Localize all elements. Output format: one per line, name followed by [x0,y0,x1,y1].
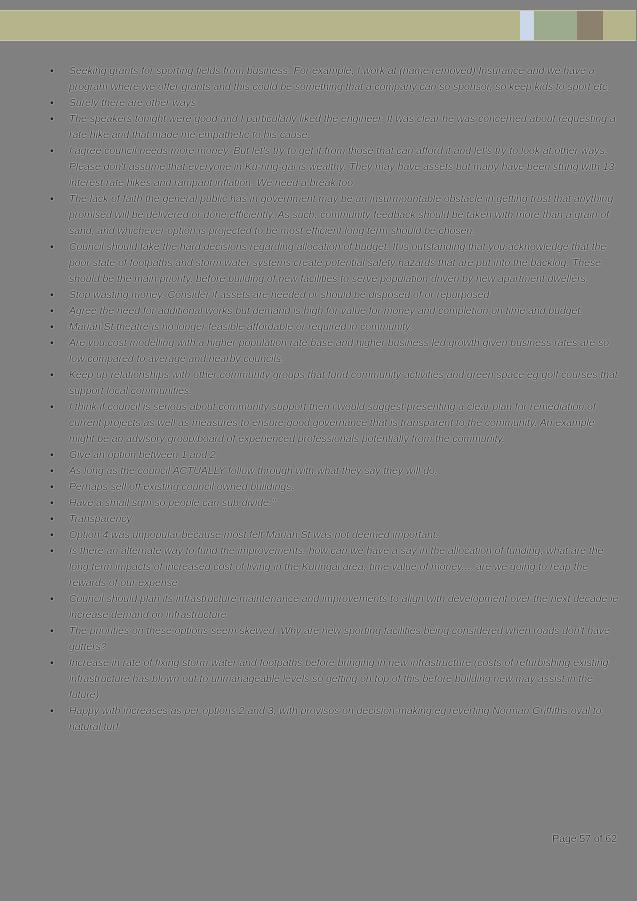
comment-text: Marian St theatre is no longer feasible affordable or required in community. [69,322,413,333]
comment-text: Perhaps sell off existing council owned buildings. [69,482,295,493]
header-band [0,10,636,41]
bullet-icon: • [50,658,54,669]
bullet-icon: • [50,146,54,157]
comment-item [46,624,621,656]
comment-text: I think if council is serious about community support then i would suggest presenting a clear plan for remediation of current projects as well as measures to ensure good governance that is transparent to the community. An example might be an advisory group/board of experienced professionals potentially from the community. [69,402,596,445]
comment-text: Is there an alternate way to fund the improvements, how can we have a say in the allocation of funding, what are the long term impacts of increased cost of living in the Kuringai area, time value of money.... are we going to reap the rewards of our expense [69,546,604,589]
comment-text: Increase in rate of fixing storm water and footpaths before bringing in new infrastructure (costs of refurbishing existing infrastructure has blown out to unmanageable levels so getting on top of this before building new may assist in the future) [69,658,609,701]
comment-text: Surely there are other ways [69,98,197,109]
comment-item [46,544,621,592]
comment-text: The priorities on these options seem skewed. Why are new sporting facilities being considered when roads don't have gutters? [69,626,610,653]
comment-text: Council should plan its infrastructure maintenance and improvements to align with development over the next decade ie increase demand on infrastructure [69,594,619,621]
comment-text: Keep up relationships with other community groups that fund community activities and green space eg golf courses that support local communities. [69,370,618,397]
comment-item [46,656,621,704]
comment-text: Have a small sqm so people can sub divide." [69,498,276,509]
bullet-icon: • [50,290,54,301]
bullet-icon: • [50,194,54,205]
comment-item [46,64,621,96]
comment-item [46,512,621,528]
comment-text: Give an option between 1 and 2 [69,450,216,461]
bullet-icon: • [50,306,54,317]
comment-item [46,320,621,336]
comment-item [46,112,621,144]
comment-item [46,464,621,480]
bullet-icon: • [50,594,54,605]
bullet-icon: • [50,626,54,637]
comment-item [46,704,621,736]
bullet-icon: • [50,114,54,125]
bullet-icon: • [50,322,54,333]
comment-item [46,496,621,512]
comment-text: As long as the council ACTUALLY follow through with what they say they will do. [69,466,438,477]
bullet-icon: • [50,546,54,557]
comment-item [46,592,621,624]
header-accent-blue [520,11,534,40]
comment-item [46,240,621,288]
comments-list [46,64,621,736]
bullet-icon: • [50,530,54,541]
comment-item [46,144,621,192]
comment-text: Council should take the hard decisions regarding allocation of budget. It is outstanding that you acknowledge that the poor state of footpaths and storm water systems create potential safety hazards that are put into the backlog. These should be the main priority, before building of new facilities to serve population driven by new apartment dwellers. [69,242,607,285]
comment-text: Are you cost modelling with a higher population rate base and higher business led growth given business rates are so low compared to average and nearby councils. [69,338,610,365]
bullet-icon: • [50,450,54,461]
bullet-icon: • [50,338,54,349]
comment-text: Transparency [69,514,132,525]
comment-item [46,400,621,448]
comment-item [46,304,621,320]
bullet-icon: • [50,242,54,253]
bullet-icon: • [50,98,54,109]
comment-item [46,448,621,464]
bullet-icon: • [50,66,54,77]
comment-text: I agree council needs more money. But let's try to get it from those that can afford it and let's try to look at other ways. Please don't assume that everyone in Ku-ring-gai is wealthy. They may have assets but many have been stung with 13 interest rate hikes and rampant inflation. We need a break too [69,146,615,189]
comment-item [46,288,621,304]
comment-item [46,480,621,496]
comment-text: Seeking grants for sporting fields from business. For example, I work at (name removed) Insurance and we have a program where we offer grants and this could be something that a company can so sponsor, so keep kids to sport etc. [69,66,611,93]
comment-item [46,192,621,240]
header-accent-green [534,11,577,40]
bullet-icon: • [50,498,54,509]
bullet-icon: • [50,466,54,477]
bullet-icon: • [50,514,54,525]
page-number: Page 57 of 62 [552,834,617,845]
bullet-icon: • [50,706,54,717]
bullet-icon: • [50,370,54,381]
comment-item [46,528,621,544]
bullet-icon: • [50,482,54,493]
comment-item [46,336,621,368]
comment-item [46,368,621,400]
bullet-icon: • [50,402,54,413]
comment-text: Happy with increases as per options 2 and 3, with provisos on decision-making eg reverting Norman Griffiths oval to natural turf [69,706,602,733]
comment-text: Option 4 was unpopular because most felt Marian St was not deemed important. [69,530,439,541]
header-accent-brown [577,11,603,40]
comment-item [46,96,621,112]
comment-text: Agree the need for additional works but demand is high for value for money and completion on time and budget. [69,306,584,317]
comment-text: The speakers tonight were good and I particularly liked the engineer. It was clear he was concerned about requesting a rate hike and that made me empathetic to his cause. [69,114,616,141]
comment-text: The lack of faith the general public has in government may be an insurmountable obstacle in getting trust that anything promised will be delivered or done efficiently. As such, community feedback should be taken with more than a grain of sand, and whichever option is projected to be most efficient long term should be chosen. [69,194,614,237]
comment-text: Stop wasting money. Consider if assets are needed or should be disposed of or repurposed [69,290,490,301]
comments-section [46,64,621,736]
